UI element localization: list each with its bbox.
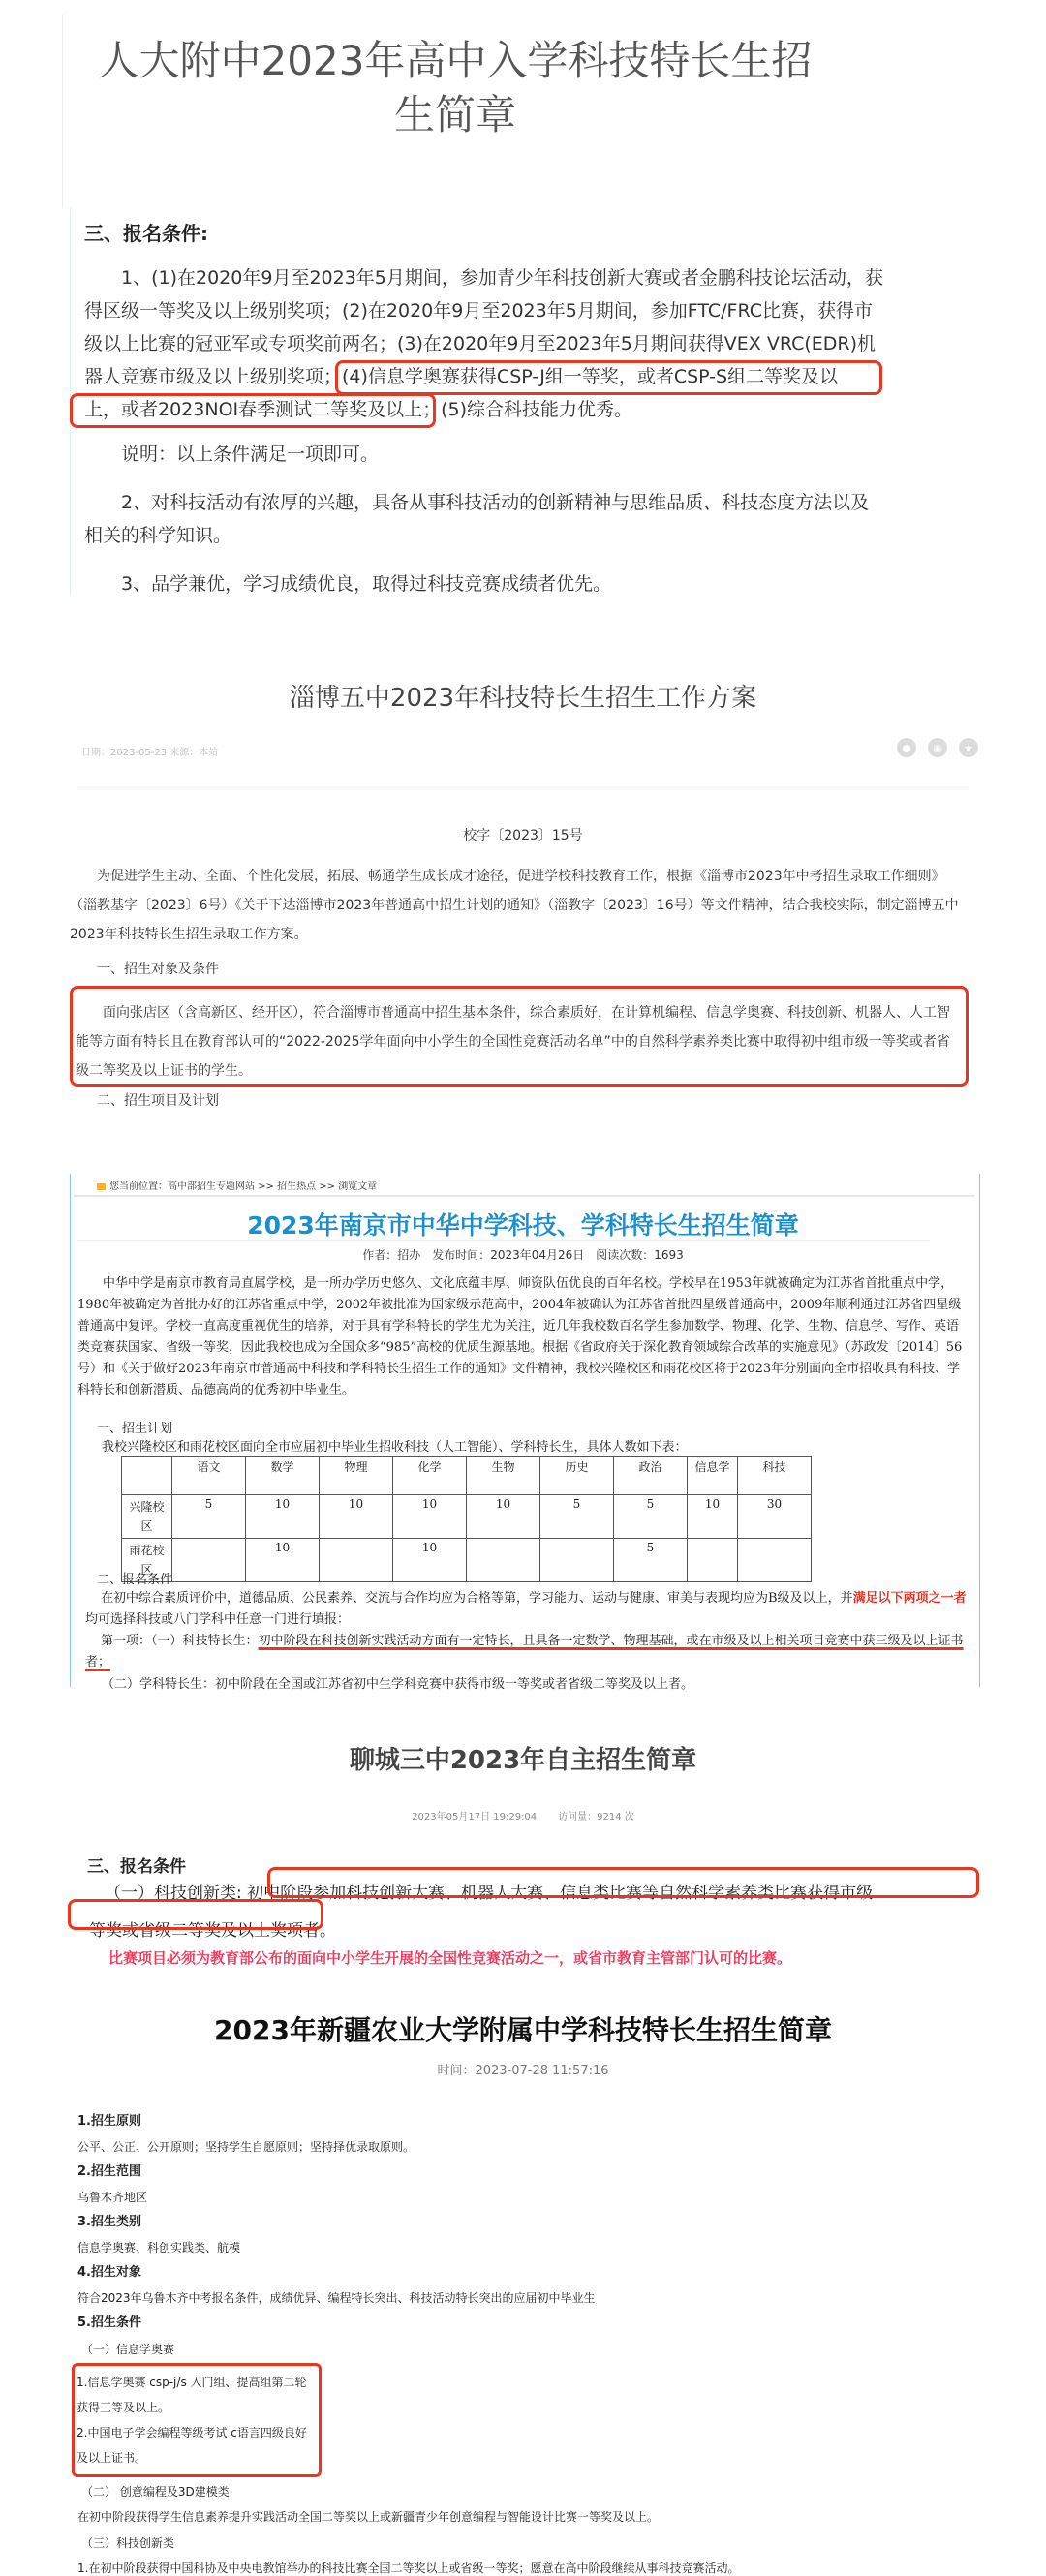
header-cell: 物理 <box>320 1457 393 1495</box>
table-row <box>122 1495 812 1539</box>
emphasis-text: 满足以下两项之一者 <box>852 1591 967 1606</box>
publish-time: 时间：2023-07-28 11:57:16 <box>437 2064 609 2078</box>
divider <box>77 786 969 790</box>
title-line-1: 人大附中2023年高中入学科技特长生招 <box>98 37 813 84</box>
share-icons <box>897 738 978 757</box>
section-heading: 二、招生项目及计划 <box>97 1093 219 1109</box>
subsection-heading: （三）科技创新类 <box>81 2536 175 2550</box>
text: 第一项：（一）科技特长生： <box>101 1634 259 1648</box>
value-cell: 10 <box>246 1539 320 1582</box>
requirements-intro <box>85 1588 967 1631</box>
highlight-box <box>335 360 882 395</box>
requirement-item-1 <box>85 1631 967 1673</box>
plan-heading: 一、招生计划 <box>97 1422 173 1436</box>
highlighted-text: 初中阶段参加科技创新大赛、机器人大赛、信息类比赛等自然科学素养类比赛获得市级 <box>247 1884 874 1903</box>
value-cell <box>688 1539 738 1582</box>
header-cell: 生物 <box>467 1457 540 1495</box>
value-cell <box>467 1539 540 1582</box>
nanjing-excerpt <box>0 1162 1046 1690</box>
highlight-box <box>72 2363 322 2477</box>
campus-cell: 兴隆校区 <box>122 1495 172 1539</box>
table-header-row <box>122 1457 812 1495</box>
text: 在初中综合素质评价中，道德品质、公民素养、交流与合作均应为合格等第，学习能力、运动与健康、审美与表现均应为B级及以 <box>101 1591 815 1606</box>
rdfz-title <box>58 34 852 142</box>
requirement-item-1b: （二）学科特长生：初中阶段在全国或江苏省初中生学科竞赛中获得市级一等奖或者省级二等奖及以上者。 <box>102 1677 694 1692</box>
value-cell: 30 <box>738 1495 812 1539</box>
datetime: 2023年05月17日 19:29:04 <box>412 1812 538 1823</box>
title-line-2: 生简章 <box>393 91 516 138</box>
section-heading: 一、招生对象及条件 <box>97 962 219 977</box>
liaocheng-title: 聊城三中2023年自主招生简章 <box>349 1746 697 1775</box>
article-meta <box>0 1808 1046 1823</box>
campus-cell: 雨花校区 <box>122 1539 172 1582</box>
value-cell: 5 <box>172 1495 246 1539</box>
zibo-title: 淄博五中2023年科技特长生招生工作方案 <box>289 684 757 713</box>
section-text: 信息学奥赛、科创实践类、航模 <box>77 2241 241 2254</box>
section-text: 1.在初中阶段获得中国科协及中央电教馆举办的科技比赛全国二等奖以上或省级一等奖；愿意在高中阶段继续从事科技竞赛活动。 <box>77 2561 740 2575</box>
text: 2、对科技活动有浓厚的兴趣，具备从事科技活动的创新精神与思维品质、科技态度方法以及 <box>121 492 870 513</box>
text: 相关的科学知识。 <box>84 525 232 546</box>
item-3: 3、品学兼优，学习成绩优良，取得过科技竞赛成绩者优先。 <box>121 573 612 595</box>
rdfz-excerpt <box>0 0 1046 620</box>
value-cell <box>738 1539 812 1582</box>
section-heading: 三、报名条件 <box>87 1857 186 1877</box>
header-cell: 历史 <box>540 1457 614 1495</box>
subsection-heading: （一）信息学奥赛 <box>81 2343 175 2356</box>
quota-table <box>121 1456 812 1582</box>
requirements-heading: 二、报名条件 <box>97 1573 173 1587</box>
text: 1、(1)在2020年9月至2023年5月期间，参加青少年科技创新大赛或者金鹏科技论坛活动，获 <box>121 267 883 289</box>
highlight-box <box>267 1867 979 1898</box>
section-heading: 2.招生范围 <box>77 2164 141 2179</box>
text: (5)综合科技能力优秀。 <box>441 399 633 420</box>
text: 级以上比赛的冠亚军或专项奖前两名；(3)在2020年9月至2023年5月期间获得VEX VRC(EDR)机 <box>84 333 877 354</box>
visit-count: 访问量：9214 次 <box>558 1812 634 1823</box>
value-cell: 5 <box>614 1539 688 1582</box>
item-2 <box>84 486 903 552</box>
intro-paragraph: 为促进学生主动、全面、个性化发展，拓展、畅通学生成长成才途径，促进学校科技教育工作，根据《淄博市2023年中考招生录取工作细则》（淄教基字〔2023〕6号）《关于下达淄博市2023年普通高中招生计划的通知》（淄教字〔2023〕16号）等文件精神，结合我校实际，制定淄博五中2023年科技特长生招生录取工作方案。 <box>70 869 959 942</box>
value-cell <box>172 1539 246 1582</box>
value-cell: 10 <box>688 1495 738 1539</box>
value-cell: 10 <box>393 1539 467 1582</box>
highlighted-text: (4)信息学奥赛获得CSP-J组一等奖，或者CSP-S组二等奖及以 <box>342 366 839 387</box>
text: 上，并 <box>815 1591 853 1606</box>
underlined-text: 初中阶段在科技创新实践活动方面有一定特长，且具备一定数学、物理基础，或在市级及以上相关项目竞赛中获三级及以上证书者； <box>85 1634 964 1670</box>
highlight-box <box>70 986 969 1087</box>
highlight-box <box>70 393 436 428</box>
value-cell <box>320 1539 393 1582</box>
highlighted-text: 上，或者2023NOI春季测试二等奖及以上； <box>84 399 442 420</box>
value-cell <box>540 1539 614 1582</box>
section-heading: 三、报名条件: <box>84 222 208 245</box>
wechat-icon[interactable]: ● <box>897 738 916 757</box>
value-cell: 5 <box>614 1495 688 1539</box>
section-text: 符合2023年乌鲁木齐中考报名条件，成绩优异、编程特长突出、科技活动特长突出的应届初中毕业生 <box>77 2291 596 2305</box>
section-heading: 5.招生条件 <box>77 2315 141 2330</box>
intro-paragraph: 中华中学是南京市教育局直属学校，是一所办学历史悠久、文化底蕴丰厚、师资队伍优良的百年名校。学校早在1953年就被确定为江苏省首批重点中学，1980年被确定为首批办好的江苏省重点中学，2002年被批准为国家级示范高中，2004年被确认为江苏省首批四星级普通高中，2009年顺利通过江苏省四星级普通高中复评。学校一直高度重视优生的培养，对于具有学科特长的学生尤为关注，近几年我校数百名学生参加数学、物理、化学、生物、信息学、写作、英语类竞赛获国家、省级一等奖，因此我校也成为全国众多“985”高校的优质生源基地。根据《省政府关于深化教育领域综合改革的实施意见》（苏政发〔2014〕56号）和《关于做好2023年南京市普通高中科技和学科特长生招生工作的通知》文件精神，我校兴隆校区和雨花校区将于2023年分别面向全市招收具有科技、学科特长和创新潜质、品德高尚的优秀初中毕业生。 <box>77 1276 963 1397</box>
red-note: 比赛项目必须为教育部公布的面向中小学生开展的全国性竞赛活动之一，或省市教育主管部门认可的比赛。 <box>108 1949 792 1967</box>
condition-item: 1.信息学奥赛 csp-j/s 入门组、提高组第二轮获得三等及以上。 <box>77 2376 307 2414</box>
section-heading: 3.招生类别 <box>77 2215 141 2229</box>
zibo-excerpt <box>0 620 1046 1143</box>
document-number: 校字〔2023〕15号 <box>463 828 583 843</box>
article-meta: 作者：招办 发布时间：2023年04月26日 阅读次数：1693 <box>362 1248 684 1262</box>
section-heading: 1.招生原则 <box>77 2114 141 2129</box>
value-cell: 10 <box>467 1495 540 1539</box>
header-cell: 科技 <box>738 1457 812 1495</box>
text: 得区级一等奖及以上级别奖项；(2)在2020年9月至2023年5月期间，参加FTC/FRC比赛，获得市 <box>84 300 874 322</box>
category-label: （一）科技创新类: <box>105 1884 242 1903</box>
liaocheng-excerpt <box>0 1690 1046 1971</box>
value-cell: 5 <box>540 1495 614 1539</box>
header-cell: 数学 <box>246 1457 320 1495</box>
value-cell: 10 <box>393 1495 467 1539</box>
condition-item: 2.中国电子学会编程等级考试 c语言四级良好及以上证书。 <box>77 2426 307 2465</box>
value-cell: 10 <box>246 1495 320 1539</box>
xinjiang-title: 2023年新疆农业大学附属中学科技特长生招生简章 <box>214 2014 832 2046</box>
section-heading: 4.招生对象 <box>77 2265 141 2280</box>
breadcrumb-text[interactable]: 您当前位置：高中部招生专题网站 >> 招生热点 >> 浏览文章 <box>109 1181 378 1192</box>
section-text: 乌鲁木齐地区 <box>77 2191 148 2204</box>
xinjiang-content <box>77 2087 988 2576</box>
weibo-icon[interactable]: ◉ <box>928 738 947 757</box>
location-icon <box>97 1183 106 1190</box>
header-cell: 政治 <box>614 1457 688 1495</box>
note: 说明：以上条件满足一项即可。 <box>121 444 380 465</box>
header-cell: 语文 <box>172 1457 246 1495</box>
xinjiang-excerpt <box>0 1971 1046 2575</box>
article-meta: 日期：2023-05-23 来源：本站 <box>81 748 219 758</box>
header-cell: 信息学 <box>688 1457 738 1495</box>
category-line-2: 一等奖或省级二等奖及以上奖项者。 <box>73 1921 336 1941</box>
text: 均可选择科技或八门学科中任意一门进行填报： <box>85 1612 351 1627</box>
divider <box>77 1240 930 1241</box>
table-row <box>122 1539 812 1582</box>
highlight-box <box>68 1899 323 1930</box>
subsection-heading: （二） 创意编程及3D建模类 <box>81 2485 230 2499</box>
value-cell: 10 <box>320 1495 393 1539</box>
nanjing-title: 2023年南京市中华中学科技、学科特长生招生简章 <box>247 1211 799 1240</box>
condition-paragraph: 面向张店区（含高新区、经开区），符合淄博市普通高中招生基本条件，综合素质好，在计算机编程、信息学奥赛、科技创新、机器人、人工智能等方面有特长且在教育部认可的“2022-2025学年面向中小学生的全国性竞赛活动名单”中的自然科学素养类比赛中取得初中组市级一等奖或者省级二等奖及以上证书的学生。 <box>76 1005 950 1079</box>
breadcrumb <box>97 1178 377 1192</box>
section-text: 公平、公正、公开原则；坚持学生自愿原则；坚持择优录取原则。 <box>77 2140 415 2154</box>
section-text: 在初中阶段获得学生信息素养提升实践活动全国二等奖以上或新疆青少年创意编程与智能设计比赛一等奖及以上。 <box>77 2510 660 2524</box>
header-cell: 化学 <box>393 1457 467 1495</box>
favorite-icon[interactable]: ★ <box>959 738 978 757</box>
header-cell <box>122 1457 172 1495</box>
divider <box>74 1195 974 1197</box>
text: 器人竞赛市级及以上级别奖项； <box>84 366 343 387</box>
plan-description: 我校兴隆校区和雨花校区面向全市应届初中毕业生招收科技（人工智能）、学科特长生，具体人数如下表： <box>102 1440 688 1455</box>
